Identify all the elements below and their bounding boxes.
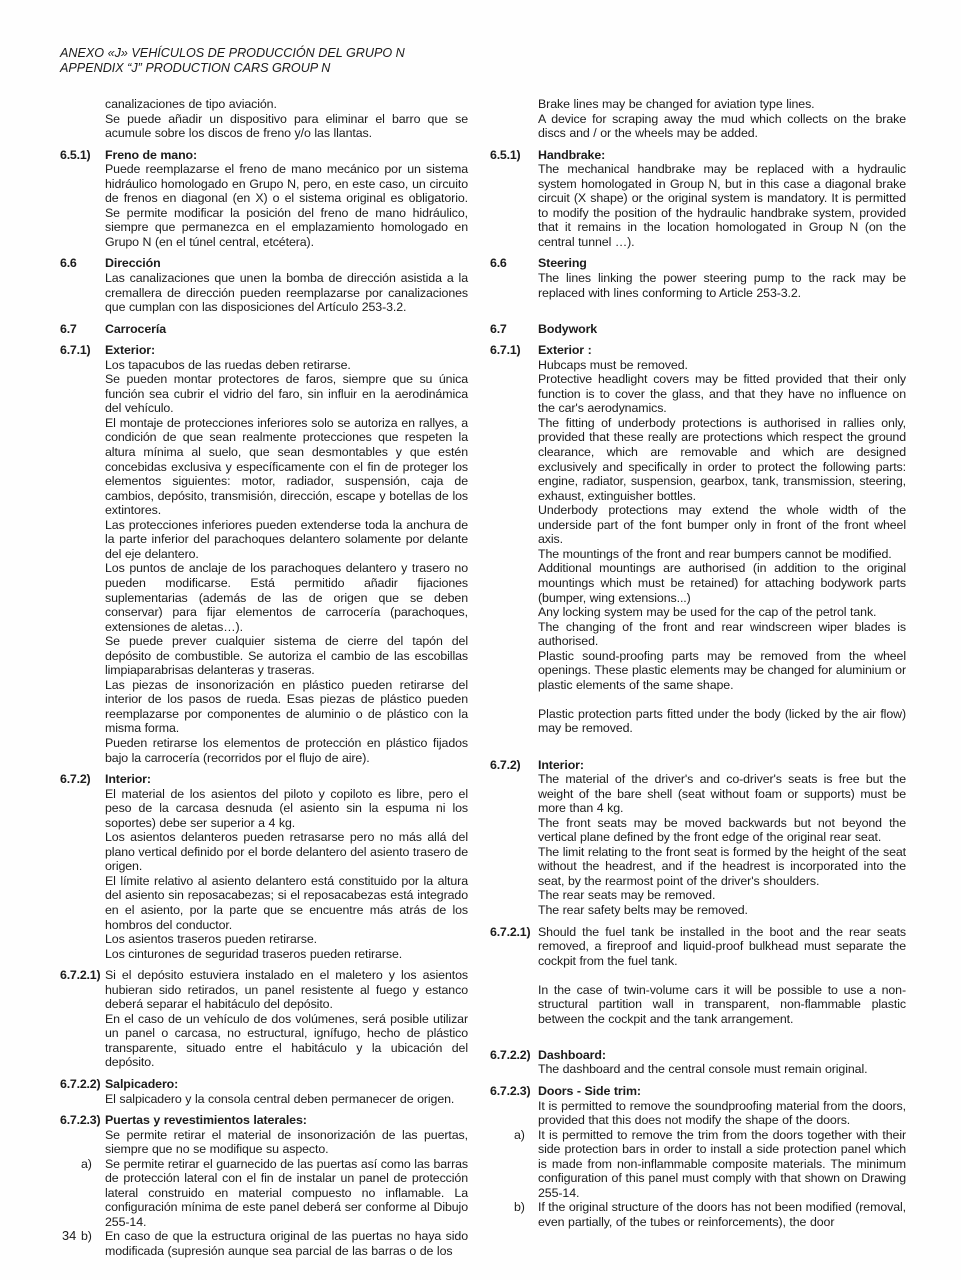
paragraph xyxy=(538,1026,906,1041)
paragraph: Any locking system may be used for the cap of the petrol tank. xyxy=(538,605,877,620)
section-heading: Interior: xyxy=(105,772,151,787)
section-heading: Exterior : xyxy=(538,343,592,358)
section-6.7.2.1 xyxy=(60,968,468,1070)
paragraph: Plastic sound-proofing parts may be removed from the wheel openings. These plastic elements may be changed for aluminium or plastic elements of the same shape. xyxy=(538,648,906,692)
list-item xyxy=(514,1127,906,1201)
paragraph: Se permite retirar el material de insonorización de las puertas, siempre que no se modifique su aspecto. xyxy=(105,1127,468,1157)
paragraph: El montaje de protecciones inferiores solo se autoriza en rallyes, a condición de que sean realmente protecciones que respeten la altura mínima al suelo, que sean desmontables y que estén concebidas exclusiva y específicamente con el fin de proteger los elementos siguientes: motor, radiador, suspensión, caja de cambios, depósito, transmisión, dirección, escape y botellas de los extintores. xyxy=(105,415,468,518)
paragraph xyxy=(538,300,906,315)
paragraph: canalizaciones de tipo aviación. xyxy=(105,97,277,111)
section-6.7.2.3 xyxy=(490,1084,906,1229)
section-6.7.2.3 xyxy=(60,1113,468,1258)
section-number: 6.7.1) xyxy=(60,343,91,358)
paragraph: El material de los asientos del piloto y copiloto es libre, pero el peso de la carcasa desnuda (el asiento sin la espuma ni los soportes) debe ser superior a 4 kg. xyxy=(105,786,468,830)
section-number: 6.7 xyxy=(60,321,77,336)
paragraph: Underbody protections may extend the whole width of the underside part of the font bumper only in front of the front wheel axis. xyxy=(538,503,906,547)
paragraph: Puede reemplazarse el freno de mano mecánico por un sistema hidráulico homologado en Grupo N, pero, en este caso, un circuito de frenos en diagonal (en X) o el sistema original es obligatorio. Se permite modificar la posición del freno de mano hidráulico, siempre que permanezca en el emplazamiento homologado en Grupo N (en el túnel central, etcétera). xyxy=(105,162,468,249)
paragraph: Los asientos traseros pueden retirarse. xyxy=(105,932,317,947)
paragraph: The lines linking the power steering pump to the rack may be replaced with lines conforming to Article 253-3.2. xyxy=(538,271,906,300)
paragraph: The front seats may be moved backwards but not beyond the vertical plane defined by the front edge of the original rear seat. xyxy=(538,815,906,845)
paragraph: The fitting of underbody protections is authorised in rallies only, provided that these really are protections which respect the ground clearance, which are removable and which are designed exclusively and specifically in order to protect the following parts: engine, radiator, suspension, gearbox, tank, transmission, steering, exhaust, extinguisher bottles. xyxy=(538,415,906,503)
section-6.7 xyxy=(60,322,468,337)
section-number: 6.5.1) xyxy=(490,147,521,162)
list-item xyxy=(81,1229,468,1259)
section-6.7.2 xyxy=(60,772,468,961)
paragraph: El salpicadero y la consola central deben permanecer de origen. xyxy=(105,1091,455,1106)
section-6.7.1 xyxy=(490,343,906,750)
section-number: 6.7.2.1) xyxy=(490,924,531,939)
paragraph: The rear safety belts may be removed. xyxy=(538,902,748,917)
section-heading: Dashboard: xyxy=(538,1047,606,1062)
continuation-paragraph xyxy=(60,97,468,141)
section-6.5.1 xyxy=(490,148,906,250)
section-number: 6.7.2.3) xyxy=(490,1084,531,1098)
section-heading: Interior: xyxy=(538,757,584,772)
column-english xyxy=(490,97,906,1229)
section-number: 6.7.2.1) xyxy=(60,968,101,983)
paragraph: The changing of the front and rear windscreen wiper blades is authorised. xyxy=(538,619,906,649)
paragraph xyxy=(538,692,906,707)
paragraph: Los asientos delanteros pueden retrasarse pero no más allá del plano vertical definido por el borde delantero del asiento trasero de origen. xyxy=(105,830,468,874)
paragraph: Se puede añadir un dispositivo para eliminar el barro que se acumule sobre los discos de freno y/o las llantas. xyxy=(105,111,468,141)
section-6.7.2.2 xyxy=(490,1048,906,1077)
list-item-text: En caso de que la estructura original de las puertas no haya sido modificada (supresión aunque sea parcial de las barras o de los xyxy=(105,1229,468,1259)
section-6.6 xyxy=(490,256,906,314)
section-heading: Dirección xyxy=(105,256,161,271)
paragraph: The limit relating to the front seat is formed by the height of the seat without the headrest, and if the headrest is incorporated into the seat, by the rearmost point of the driver's shoulders. xyxy=(538,844,906,888)
paragraph: Se pueden montar protectores de faros, siempre que su única función sea cubrir el vidrio del faro, sin influir en la aerodinámica del vehículo. xyxy=(105,372,468,416)
section-heading: Handbrake: xyxy=(538,147,606,162)
section-heading: Salpicadero: xyxy=(105,1077,179,1091)
list-item xyxy=(81,1156,468,1230)
section-6.6 xyxy=(60,256,468,314)
paragraph: Las protecciones inferiores pueden extenderse toda la anchura de la parte inferior del parachoques delantero solamente por delante del eje delantero. xyxy=(105,517,468,561)
section-number: 6.7.2.2) xyxy=(60,1077,101,1091)
paragraph: A device for scraping away the mud which collects on the brake discs and / or the wheels may be added. xyxy=(538,111,906,141)
paragraph: Si el depósito estuviera instalado en el maletero y los asientos hubieran sido retirados, un panel resistente al fuego y estanco deberá separar el habitáculo del depósito. xyxy=(105,968,468,1012)
section-number: 6.7.2) xyxy=(490,757,521,772)
section-6.7.1 xyxy=(60,343,468,765)
paragraph: Should the fuel tank be installed in the boot and the rear seats removed, a fireproof and liquid-proof bulkhead must separate the cockpit from the fuel tank. xyxy=(538,924,906,968)
section-number: 6.7.2.2) xyxy=(490,1047,531,1062)
list-item-text: It is permitted to remove the trim from the doors together with their side protection bars in order to install a side protection panel which is made from non-inflammable composite materials. The minimum configuration of this panel must comply with that shown on Drawing 255-14. xyxy=(538,1127,906,1200)
section-number: 6.7.2) xyxy=(60,772,91,787)
section-number: 6.7 xyxy=(490,321,507,336)
section-heading: Exterior: xyxy=(105,343,156,358)
paragraph: Los cinturones de seguridad traseros pueden retirarse. xyxy=(105,946,403,961)
two-column-body xyxy=(60,97,906,1259)
paragraph: Los puntos de anclaje de los parachoques delantero y trasero no pueden modificarse. Está permitido añadir fijaciones suplementarias (además de las de origen que se deben conservar) para fijar elementos de carrocería (parachoques, extensiones de aletas…). xyxy=(105,561,468,634)
paragraph: Hubcaps must be removed. xyxy=(538,357,688,372)
paragraph: En el caso de un vehículo de dos volúmenes, será posible utilizar un panel o carcasa, no estructural, ignífugo, hecho de plástico transparente, situado entre el habitáculo y la ubicación del depósito. xyxy=(105,1011,468,1070)
section-number: 6.6 xyxy=(490,256,507,271)
paragraph: Las piezas de insonorización en plástico pueden retirarse del interior de los pasos de rueda. Esas piezas de plástico pueden reemplazarse por componentes de aluminio o de plástico con la misma forma. xyxy=(105,677,468,736)
section-6.7 xyxy=(490,322,906,337)
section-heading: Bodywork xyxy=(538,321,598,336)
section-heading: Carrocería xyxy=(105,321,166,336)
paragraph: It is permitted to remove the soundproofing material from the doors, provided that this does not modify the shape of the doors. xyxy=(538,1098,906,1128)
paragraph: Se puede prever cualquier sistema de cierre del tapón del depósito de combustible. Se autoriza el cambio de las escobillas limpiaparabrisas delanteras y traseras. xyxy=(105,634,468,678)
paragraph: The material of the driver's and co-driver's seats is free but the weight of the bare shell (seat without foam or supports) must be more than 4 kg. xyxy=(538,772,906,816)
list-marker: b) xyxy=(81,1229,92,1244)
section-6.7.2.1 xyxy=(490,925,906,1041)
section-heading: Steering xyxy=(538,256,587,271)
paragraph: Brake lines may be changed for aviation type lines. xyxy=(538,97,815,111)
paragraph: Protective headlight covers may be fitted provided that their only function is to cover the glass, and that they have no influence on the car's aerodynamics. xyxy=(538,372,906,416)
page-number: 34 xyxy=(62,1228,77,1243)
header-title-spanish: ANEXO «J» VEHÍCULOS DE PRODUCCIÓN DEL GRUPO N xyxy=(60,46,405,60)
section-6.7.2 xyxy=(490,758,906,918)
paragraph: The rear seats may be removed. xyxy=(538,888,716,903)
section-number: 6.7.2.3) xyxy=(60,1113,101,1128)
section-heading: Puertas y revestimientos laterales: xyxy=(105,1113,307,1128)
paragraph: The mountings of the front and rear bumpers cannot be modified. xyxy=(538,546,892,561)
paragraph: Los tapacubos de las ruedas deben retirarse. xyxy=(105,357,351,372)
list-item-text: If the original structure of the doors has not been modified (removal, even partially, of the tubes or reinforcements), the door xyxy=(538,1200,906,1229)
section-6.5.1 xyxy=(60,148,468,250)
paragraph: Las canalizaciones que unen la bomba de dirección asistida a la cremallera de dirección pueden reemplazarse por canalizaciones que cumplan con las disposiciones del Artículo 253-3.2. xyxy=(105,271,468,315)
list-item xyxy=(514,1200,906,1229)
list-item-text: Se permite retirar el guarnecido de las puertas así como las barras de protección lateral con el fin de instalar un panel de protección lateral construido en material compuesto no inflamable. La configuración mínima de este panel deberá ser conforme al Dibujo 255-14. xyxy=(105,1156,468,1229)
paragraph: Plastic protection parts fitted under the body (licked by the air flow) may be removed. xyxy=(538,706,906,736)
paragraph: Additional mountings are authorised (in addition to the original mountings which must be retained) for attaching bodywork parts (bumper, wing extensions...) xyxy=(538,561,906,605)
header-title-english: APPENDIX “J” PRODUCTION CARS GROUP N xyxy=(60,61,331,76)
list-marker: b) xyxy=(514,1200,525,1215)
paragraph: El límite relativo al asiento delantero está constituido por la altura del asiento sin reposacabezas; si el reposacabezas está integrado en el asiento, por la parte que se encuentre más atrás de los hombros del conductor. xyxy=(105,873,468,932)
paragraph: The dashboard and the central console must remain original. xyxy=(538,1062,868,1077)
section-number: 6.5.1) xyxy=(60,147,91,162)
continuation-paragraph xyxy=(490,97,906,141)
section-number: 6.6 xyxy=(60,256,77,271)
paragraph: The mechanical handbrake may be replaced with a hydraulic system homologated in Group N, but in this case a diagonal brake circuit (X shape) or the original system is mandatory. It is permitted to modify the position of the hydraulic handbrake system, provided that it remains in the location homologated in Group N (on the central tunnel …). xyxy=(538,162,906,249)
section-heading: Doors - Side trim: xyxy=(538,1084,641,1098)
list-marker: a) xyxy=(514,1127,525,1142)
page-footer xyxy=(62,1228,76,1243)
section-heading: Freno de mano: xyxy=(105,147,198,162)
page-header xyxy=(60,46,405,77)
column-spanish xyxy=(60,97,468,1259)
list-marker: a) xyxy=(81,1156,92,1171)
paragraph: In the case of twin-volume cars it will be possible to use a non-structural partition wall in transparent, non-flammable plastic between the cockpit and the tank arrangement. xyxy=(538,982,906,1026)
section-number: 6.7.1) xyxy=(490,343,521,358)
paragraph xyxy=(538,968,906,983)
paragraph: Pueden retirarse los elementos de protección en plástico fijados bajo la carrocería (recorridos por el flujo de aire). xyxy=(105,735,468,765)
paragraph xyxy=(538,736,906,751)
section-6.7.2.2 xyxy=(60,1077,468,1106)
